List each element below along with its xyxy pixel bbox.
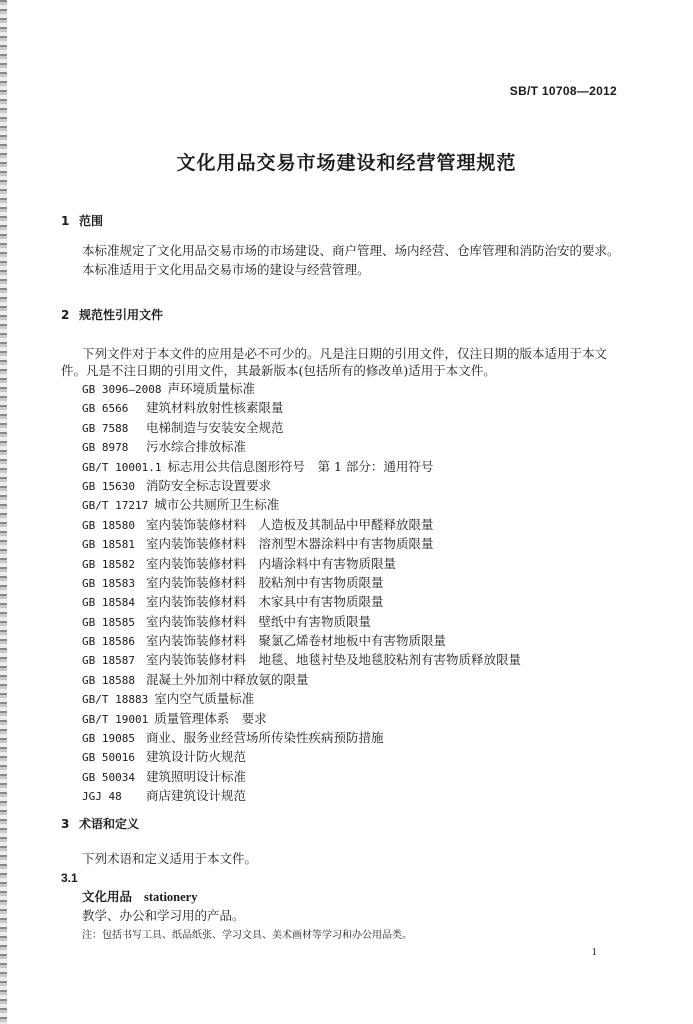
reference-row (82, 534, 521, 553)
reference-row (82, 554, 521, 573)
reference-code: GB 6566 (82, 402, 129, 416)
section-2-heading (61, 306, 163, 323)
reference-row (82, 418, 521, 437)
reference-name: 商业、服务业经营场所传染性疾病预防措施 (146, 730, 384, 746)
reference-code: JGJ 48 (82, 790, 122, 804)
reference-code: GB 18582 (82, 557, 135, 571)
term-number: 3.1 (61, 871, 78, 885)
reference-code: GB 50016 (82, 751, 135, 765)
reference-name: 室内装饰装修材料 内墙涂料中有害物质限量 (146, 555, 397, 571)
reference-code: GB 8978 (82, 441, 129, 455)
reference-row (82, 670, 521, 689)
reference-name: 电梯制造与安装安全规范 (146, 419, 284, 435)
section-number: 2 (61, 308, 70, 322)
term-english: stationery (144, 890, 198, 904)
section-2-intro-line-1: 下列文件对于本文件的应用是必不可少的。凡是注日期的引用文件，仅注日期的版本适用于本文 (82, 346, 608, 361)
reference-name: 室内装饰装修材料 溶剂型木器涂料中有害物质限量 (146, 536, 434, 552)
reference-row (82, 612, 521, 631)
reference-row (82, 728, 521, 747)
reference-code: GB 18586 (82, 635, 135, 649)
section-1-heading (61, 212, 103, 229)
reference-code: GB 18584 (82, 596, 135, 610)
reference-code: GB 50034 (82, 770, 135, 784)
reference-code: GB 18583 (82, 576, 135, 590)
reference-row (82, 457, 521, 476)
term-chinese: 文化用品 (82, 889, 133, 904)
reference-row (82, 786, 521, 805)
document-title: 文化用品交易市场建设和经营管理规范 (176, 152, 517, 174)
reference-name: 标志用公共信息图形符号 第 1 部分：通用符号 (167, 458, 434, 474)
section-2-intro-line-2: 件。凡是不注日期的引用文件，其最新版本(包括所有的修改单)适用于本文件。 (61, 363, 496, 378)
reference-name: 室内装饰装修材料 木家具中有害物质限量 (146, 594, 384, 610)
reference-code: GB/T 18883 (82, 693, 149, 707)
reference-row (82, 650, 521, 669)
reference-name: 商店建筑设计规范 (146, 788, 247, 804)
section-3-intro: 下列术语和定义适用于本文件。 (82, 851, 258, 866)
reference-name: 室内装饰装修材料 聚氯乙烯卷材地板中有害物质限量 (146, 633, 447, 649)
reference-code: GB 18581 (82, 538, 135, 552)
reference-name: 城市公共厕所卫生标准 (154, 497, 280, 513)
reference-code: GB/T 10001.1 (82, 460, 162, 474)
reference-name: 建筑材料放射性核素限量 (146, 400, 284, 416)
reference-name: 建筑照明设计标准 (146, 768, 247, 784)
reference-row (82, 631, 521, 650)
reference-name: 建筑设计防火规范 (146, 749, 247, 765)
reference-code: GB/T 17217 (82, 499, 149, 513)
reference-list (82, 379, 521, 806)
reference-code: GB/T 19001 (82, 712, 149, 726)
reference-name: 室内装饰装修材料 壁纸中有害物质限量 (146, 613, 372, 629)
reference-name: 污水综合排放标准 (146, 439, 247, 455)
reference-row (82, 495, 521, 514)
section-number: 3 (61, 817, 70, 831)
reference-row (82, 573, 521, 592)
reference-code: GB 19085 (82, 732, 135, 746)
reference-row (82, 709, 521, 728)
reference-code: GB 18588 (82, 673, 135, 687)
reference-row (82, 689, 521, 708)
reference-name: 室内装饰装修材料 人造板及其制品中甲醛释放限量 (146, 516, 434, 532)
reference-row (82, 476, 521, 495)
term-heading (82, 887, 197, 905)
reference-row (82, 437, 521, 456)
section-3-heading (61, 815, 139, 832)
reference-name: 室内装饰装修材料 地毯、地毯衬垫及地毯胶粘剂有害物质释放限量 (146, 652, 522, 668)
reference-row (82, 747, 521, 766)
reference-name: 声环境质量标准 (167, 381, 255, 396)
reference-row (82, 379, 521, 398)
section-number: 1 (61, 214, 70, 228)
term-definition: 教学、办公和学习用的产品。 (82, 908, 245, 923)
page-number: 1 (591, 946, 597, 958)
section-title: 范围 (79, 214, 104, 228)
term-note: 注：包括书写工具、纸品纸张、学习文具、美术画材等学习和办公用品类。 (82, 930, 412, 941)
reference-code: GB 3096—2008 (82, 383, 162, 396)
reference-row (82, 592, 521, 611)
reference-code: GB 18580 (82, 518, 135, 532)
reference-row (82, 398, 521, 417)
reference-name: 室内空气质量标准 (154, 691, 255, 707)
reference-name: 消防安全标志设置要求 (146, 477, 272, 493)
section-1-paragraph-1: 本标准规定了文化用品交易市场的市场建设、商户管理、场内经营、仓库管理和消防治安的要求。 (82, 243, 620, 258)
section-title: 规范性引用文件 (79, 308, 164, 322)
reference-code: GB 15630 (82, 479, 135, 493)
section-title: 术语和定义 (79, 817, 140, 831)
section-1-paragraph-2: 本标准适用于文化用品交易市场的建设与经营管理。 (82, 262, 370, 277)
standard-code: SB/T 10708—2012 (509, 84, 617, 98)
reference-code: GB 18587 (82, 654, 135, 668)
reference-row (82, 767, 521, 786)
reference-row (82, 515, 521, 534)
reference-code: GB 18585 (82, 615, 135, 629)
reference-name: 混凝土外加剂中释放氨的限量 (146, 671, 309, 687)
reference-name: 质量管理体系 要求 (154, 710, 267, 726)
reference-name: 室内装饰装修材料 胶粘剂中有害物质限量 (146, 574, 384, 590)
reference-code: GB 7588 (82, 421, 129, 435)
